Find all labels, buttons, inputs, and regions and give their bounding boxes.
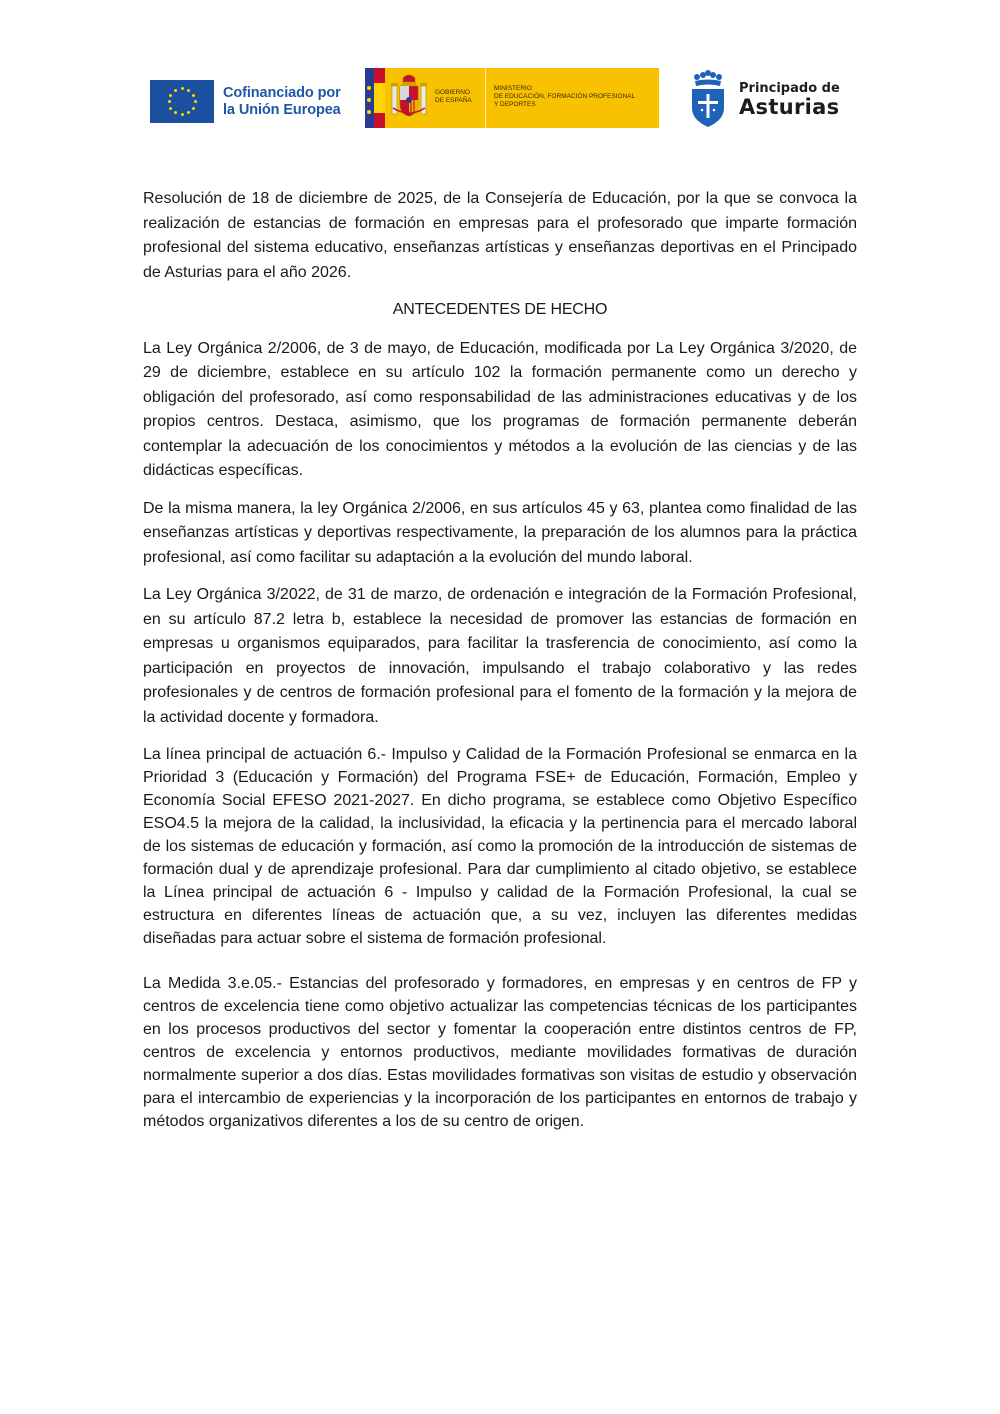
eu-cofinancing-logo	[150, 80, 341, 123]
eu-star-icon	[187, 89, 190, 92]
resolution-title: Resolución de 18 de diciembre de 2025, de la Consejería de Educación, por la que se convoca la realización de estancias de formación en empresas para el profesorado que imparte formación profesional del sistema educativo, enseñanzas artísticas y enseñanzas deportivas en el Principado de Asturias para el año 2026.	[143, 190, 857, 281]
document-body	[143, 187, 857, 1133]
asturias-line1: Principado de	[739, 80, 840, 96]
eu-star-icon	[168, 100, 171, 103]
ministerio-line3: Y DEPORTES	[494, 101, 536, 108]
header-logos	[0, 66, 1000, 132]
principado-asturias-logo	[690, 70, 840, 128]
asturias-logo-text	[739, 81, 840, 118]
paragraph: La Medida 3.e.05.- Estancias del profesorado y formadores, en empresas y en centros de FP y centros de excelencia tiene como objetivo actualizar las competencias técnicas de los participantes en los procesos productivos del sector y fomentar la cooperación entre distintos centros de FP, centros de excelencia y entornos productivos, mediante movilidades formativas de duración normalmente superior a dos días. Estas movilidades formativas son visitas de estudio y observación para el intercambio de experiencias y la incorporación de los participantes en entornos de trabajo y métodos organizativos diferentes a los de su centro de origen.	[143, 975, 857, 1130]
spain-coat-of-arms-icon	[385, 68, 435, 128]
spain-flag-stripes-icon	[365, 68, 385, 128]
eu-star-icon	[181, 87, 184, 90]
eu-star-icon	[169, 107, 172, 110]
paragraph: La línea principal de actuación 6.- Impulso y Calidad de la Formación Profesional se enmarca en la Prioridad 3 (Educación y Formación) del Programa FSE+ de Educación, Formación, Empleo y Economía Social EFESO 2021-2027. En dicho programa, se establece como Objetivo Específico ESO4.5 la mejora de la calidad, la inclusividad, la eficacia y la pertinencia para el mercado laboral de los sistemas de educación y formación, así como la promoción de la introducción de sistemas de formación dual y de aprendizaje profesional. Para dar cumplimiento al citado objetivo, se establece la Línea principal de actuación 6 - Impulso y calidad de la Formación Profesional, la cual se estructura en diferentes líneas de actuación que, a su vez, incluyen las diferentes medidas diseñadas para actuar sobre el sistema de formación profesional.	[143, 746, 857, 947]
logo-divider	[485, 68, 486, 128]
eu-star-icon	[187, 111, 190, 114]
eu-logo-text	[223, 85, 341, 119]
eu-flag-icon	[150, 80, 214, 123]
gobierno-espana-logo	[365, 68, 659, 128]
eu-logo-line2: la Unión Europea	[223, 101, 341, 118]
eu-star-icon	[174, 89, 177, 92]
asturias-shield-icon	[690, 70, 726, 128]
eu-logo-line1: Cofinanciado por	[223, 84, 341, 101]
eu-star-icon	[174, 111, 177, 114]
eu-star-icon	[181, 113, 184, 116]
eu-star-icon	[192, 94, 195, 97]
gobierno-line1: GOBIERNO	[435, 89, 471, 96]
paragraph: La Ley Orgánica 2/2006, de 3 de mayo, de Educación, modificada por La Ley Orgánica 3/2020, de 29 de diciembre, establece en su artículo 102 la formación permanente como un derecho y obligación del profesorado, así como responsabilidad de las administraciones educativas y de los propios centros. Destaca, asimismo, que los programas de formación permanente deberán contemplar la adecuación de los conocimientos y métodos a la evolución de las ciencias y de las didácticas específicas.	[143, 339, 857, 479]
gobierno-espana-text	[435, 68, 483, 128]
gobierno-line2: DE ESPAÑA	[435, 97, 472, 104]
paragraph: De la misma manera, la ley Orgánica 2/2006, en sus artículos 45 y 63, plantea como finalidad de las enseñanzas artísticas y deportivas respectivamente, la preparación de los alumnos para la práctica profesional, así como facilitar su adaptación a la evolución del mundo laboral.	[143, 499, 857, 566]
ministerio-line2: DE EDUCACIÓN, FORMACIÓN PROFESIONAL	[494, 93, 636, 100]
eu-star-icon	[194, 100, 197, 103]
eu-star-icon	[192, 107, 195, 110]
ministerio-line1: MINISTERIO	[494, 85, 532, 92]
section-heading: ANTECEDENTES DE HECHO	[392, 301, 608, 318]
asturias-line2: Asturias	[739, 94, 840, 119]
eu-star-icon	[169, 94, 172, 97]
paragraph: La Ley Orgánica 3/2022, de 31 de marzo, de ordenación e integración de la Formación Profesional, en su artículo 87.2 letra b, establece la necesidad de promover las estancias de formación en empresas u organismos equiparados, para facilitar la trasferencia de conocimiento, así como la participación en proyectos de innovación, impulsando el trabajo colaborativo y las redes profesionales y de centros de formación profesional para el fomento de la formación y la mejora de la actividad docente y formadora.	[143, 586, 857, 726]
ministerio-text	[494, 68, 635, 128]
